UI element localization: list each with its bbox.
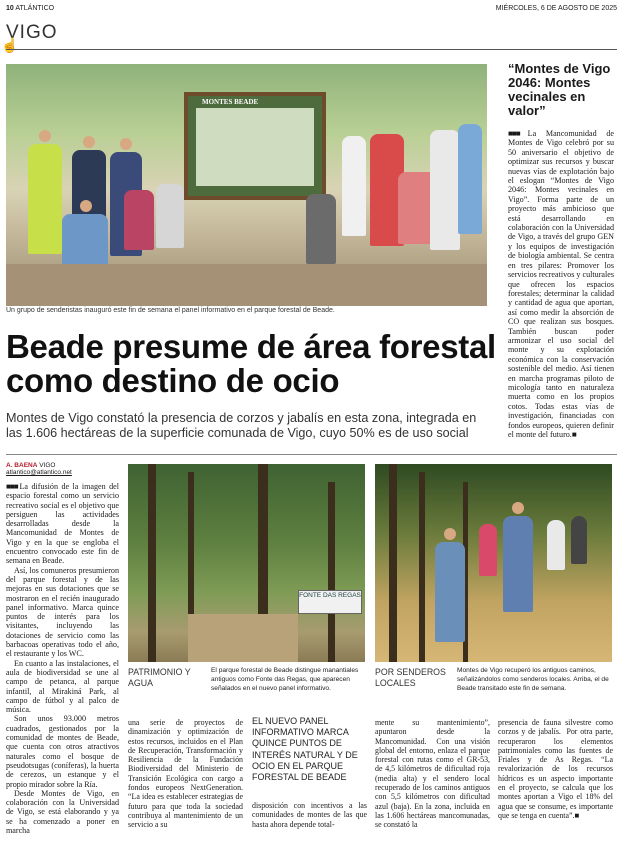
hiker-figure bbox=[547, 520, 565, 570]
column-text: presencia de fauna silvestre como corzos y de jabalís. Por otra parte, recuperaron los elementos patrimoniales como las fuentes de Friales y de As Regas. “La revalorización de los recursos hídricos es un aspecto importante en el proyecto, se calcula que los montes aportan a Vigo el 18% del agua que se consume, es importante que se tenga en cuenta”. bbox=[498, 718, 613, 820]
person-figure bbox=[458, 124, 482, 234]
sign-title: MONTES BEADE bbox=[202, 98, 259, 106]
hiker-figure bbox=[479, 524, 497, 576]
end-marker: ■ bbox=[571, 430, 577, 439]
hiker-figure bbox=[503, 516, 533, 612]
sidebar-title: “Montes de Vigo 2046: Montes vecinales en valor” bbox=[508, 61, 611, 118]
paragraph-marker: ■■■ bbox=[6, 482, 18, 491]
person-figure bbox=[156, 184, 184, 248]
headline-divider bbox=[6, 454, 617, 455]
hiker-figure bbox=[571, 516, 587, 564]
byline bbox=[6, 462, 72, 476]
hiker-head bbox=[512, 502, 524, 514]
page-header bbox=[6, 2, 617, 14]
person-head bbox=[120, 138, 132, 150]
page-number: 10 bbox=[6, 4, 14, 12]
body-column-3: disposición con incentivos a las comunidades de montes de las que hasta ahora depende total- bbox=[252, 801, 367, 829]
person-head bbox=[39, 130, 51, 142]
paragraph-marker: ■■■ bbox=[508, 129, 520, 138]
body-paragraph bbox=[6, 482, 119, 566]
main-photo bbox=[6, 64, 487, 306]
tree-trunk bbox=[389, 464, 397, 662]
author-email[interactable]: atlantico@atlantico.net bbox=[6, 469, 72, 476]
page-folio bbox=[6, 5, 54, 12]
body-column-5 bbox=[498, 718, 613, 820]
photo2-label: PATRIMONIO Y AGUA bbox=[128, 667, 191, 688]
body-paragraph: En cuanto a las instalaciones, el aula de biodiversidad se une al campo de petanca, al parque infantil, al Mirakiná Park, al campo de fútbol y al palco de música. bbox=[6, 658, 119, 715]
main-photo-caption: Un grupo de senderistas inauguró este fin de semana el panel informativo en el parque forestal de Beade. bbox=[6, 307, 335, 314]
photo-hikers bbox=[375, 464, 612, 662]
pull-quote: EL NUEVO PANEL INFORMATIVO MARCA QUINCE PUNTOS DE INTERÉS NATURAL Y DE OCIO EN EL PARQUE FORESTAL DE BEADE bbox=[252, 716, 358, 783]
person-figure bbox=[342, 136, 366, 236]
person-figure bbox=[124, 190, 154, 250]
fonte-das-regas-sign: FONTE DAS REGAS bbox=[298, 590, 362, 614]
body-column-4: mente su mantenimiento”, apuntaron desde la Mancomunidad. Con una visión global del entorno, enlaza el parque forestal con rutas como el GR-53, de 4,5 kilómetros de dificultad roja (media alta) y el sendero local recuperado de los caminos antiguos con 5,5 kilómetros con dificultad azul (baja). En la zona, incluida en las 1.606 hectáreas mancomunadas, se constató la bbox=[375, 718, 490, 830]
person-figure bbox=[430, 130, 460, 250]
publication-name: ATLÁNTICO bbox=[15, 4, 55, 12]
page-date: MIÉRCOLES, 6 DE AGOSTO DE 2025 bbox=[495, 4, 617, 12]
body-paragraph: Desde Montes de Vigo, en colaboración con la Universidad de Vigo, se está elaborando y ya se ha comenzado a poner en marcha bbox=[6, 788, 119, 835]
author-name: A. BAENA bbox=[6, 462, 38, 469]
headline: Beade presume de área forestal como destino de ocio bbox=[6, 328, 496, 399]
body-column-1 bbox=[6, 482, 119, 835]
forest-path bbox=[188, 614, 298, 662]
sign-map bbox=[196, 108, 314, 186]
tree-trunk bbox=[328, 482, 335, 662]
body-paragraph: Son unos 93.000 metros cuadrados, gestionados por la comunidad de montes de Beade, que cuenta con otros atractivos naturales como el bosque de pseudotsugas (coníferas), la huerta de cerezos, un estanque y el propio mirador sobre la Ría. bbox=[6, 714, 119, 789]
hiker-head bbox=[444, 528, 456, 540]
hiker-figure bbox=[435, 542, 465, 642]
subheadline: Montes de Vigo constató la presencia de corzos y jabalís en esta zona, integrada en las 1.606 hectáreas de la superficie comunada de Vigo, cuyo 50% es de uso social bbox=[6, 411, 477, 440]
photo3-caption: Montes de Vigo recuperó los antiguos caminos, señalizándolos como senderos locales. Arriba, el de Beade transitado este fin de semana. bbox=[457, 667, 609, 692]
person-figure bbox=[306, 194, 336, 264]
sidebar-text: La Mancomunidad de Montes de Vigo celebró por su 50 aniversario el objetivo de optimizar sus recursos y buscar nuevas vías de explotación bajo el eslogan “Montes de Vigo 2046: Montes vecinales en Vigo”. Forma parte de un proyecto más ambicioso que está desarrollando en colaboración con la Universidad de Vigo, a través del grupo GEN y los equipos de investigación de biología ambiental. Se centra en tres pilares: Promover los servicios recreativos y culturales que ofrecen los espacios forestales; determinar la calidad y cantidad de agua que aportan, así como medir la absorción de CO que realizan sus bosques. También buscan poder armonizar el uso social del monte y su explotación económica con la conservación sostenible del medio. Así tienen en marcha programas piloto de micología tanto en naturaleza muerta como en los propios cotos. Todas estas vías de investigación, financiadas con fondos europeos, quieren definir el monte del futuro. bbox=[508, 129, 614, 439]
section-divider bbox=[6, 49, 617, 50]
tree-trunk bbox=[419, 472, 425, 662]
hand-cursor-icon: ☝ bbox=[1, 39, 19, 54]
body-paragraph: Así, los comuneros presumieron del parque forestal y de las mejoras en sus dotaciones que se mostraron en el recién inaugurado panel informativo. Marca quince puntos de interés para los visitantes, incluyendo las dotaciones de servicio como las barbacoas operativas todo el año, el restaurante y los WC. bbox=[6, 565, 119, 659]
body-column-2: una serie de proyectos de dinamización y optimización de estos recursos, incluidos en el Plan de Recuperación, Transformación y Resiliencia de la Fundación Biodiversidad del Ministerio de Transición Ecológica con cargo a fondos europeos NextGeneration. “La idea es establecer estrategias de futuro para que toda la sociedad contribuya al mantenimiento de un servicio a su bbox=[128, 718, 243, 830]
info-panel-sign bbox=[184, 92, 326, 200]
photo2-caption: El parque forestal de Beade distingue manantiales antiguos como Fonte das Regas, que aparecen señalados en el nuevo panel informativo. bbox=[211, 667, 359, 692]
section-title: VIGO bbox=[6, 22, 58, 43]
person-head bbox=[83, 136, 95, 148]
person-head bbox=[80, 200, 92, 212]
sidebar-body bbox=[508, 129, 614, 439]
ground bbox=[6, 264, 487, 306]
tree-trunk bbox=[148, 464, 156, 662]
photo-fonte-das-regas bbox=[128, 464, 365, 662]
end-marker: ■ bbox=[574, 810, 580, 820]
person-figure bbox=[28, 144, 62, 254]
byline-place: VIGO bbox=[39, 462, 56, 469]
paragraph-text: La difusión de la imagen del espacio forestal como un servicio recreativo social es el objetivo que persiguen las actividades desarrolladas desde la Mancomunidad de Montes de Vigo y en la que se engloba el encuentro convocado este fin de semana en Beade. bbox=[6, 482, 120, 566]
photo3-label: POR SENDEROS LOCALES bbox=[375, 667, 446, 688]
